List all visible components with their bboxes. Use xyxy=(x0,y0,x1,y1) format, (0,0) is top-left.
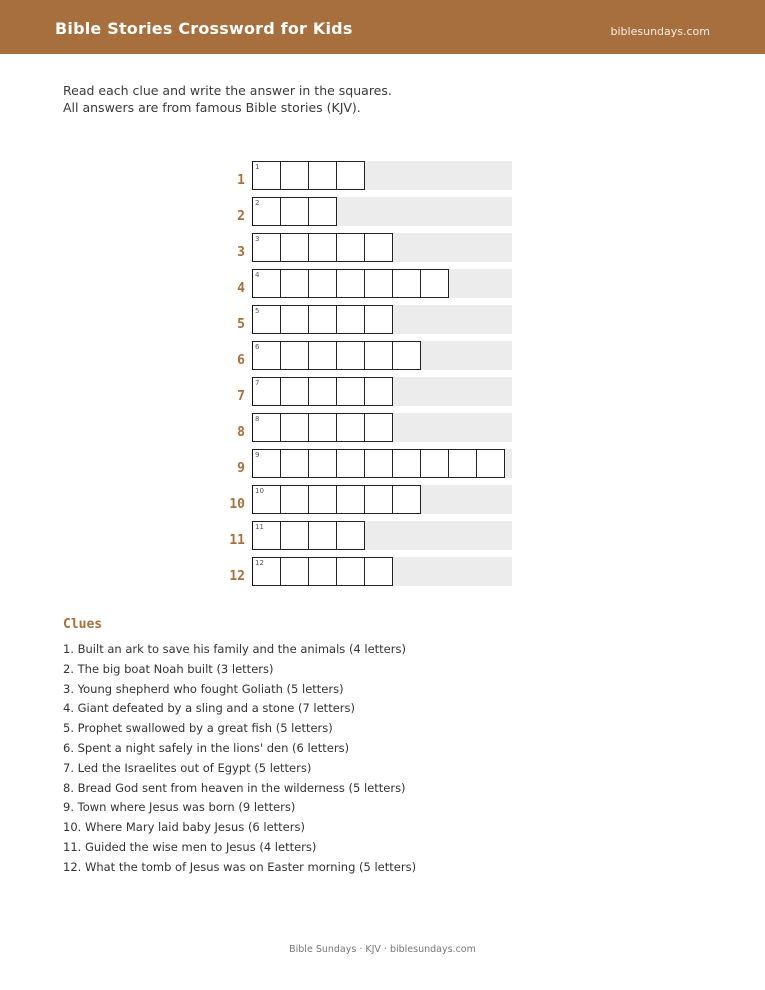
clues-heading: Clues xyxy=(63,617,103,632)
answer-square[interactable] xyxy=(308,305,337,334)
clue-item: 2. The big boat Noah built (3 letters) xyxy=(63,661,274,676)
answer-square[interactable] xyxy=(336,161,365,190)
answer-square[interactable] xyxy=(364,341,393,370)
answer-square[interactable] xyxy=(280,233,309,262)
answer-square[interactable] xyxy=(280,161,309,190)
answer-square[interactable] xyxy=(336,341,365,370)
row-number: 6 xyxy=(237,353,245,368)
answer-square[interactable] xyxy=(336,449,365,478)
answer-square[interactable] xyxy=(280,305,309,334)
clue-item: 6. Spent a night safely in the lions' den (6 letters) xyxy=(63,740,350,755)
clue-item: 3. Young shepherd who fought Goliath (5 letters) xyxy=(63,681,344,696)
answer-square[interactable] xyxy=(308,197,337,226)
answer-cells xyxy=(252,485,421,514)
answer-square[interactable] xyxy=(308,233,337,262)
answer-square[interactable] xyxy=(364,413,393,442)
answer-square[interactable] xyxy=(280,197,309,226)
answer-square[interactable] xyxy=(308,485,337,514)
cell-clue-number: 10 xyxy=(255,487,264,495)
clue-item: 12. What the tomb of Jesus was on Easter morning (5 letters) xyxy=(63,859,417,874)
cell-clue-number: 1 xyxy=(255,163,260,171)
answer-square[interactable] xyxy=(336,413,365,442)
answer-square[interactable] xyxy=(252,377,281,406)
answer-square[interactable] xyxy=(280,485,309,514)
cell-clue-number: 12 xyxy=(255,559,264,567)
answer-square[interactable] xyxy=(280,341,309,370)
answer-square[interactable] xyxy=(336,521,365,550)
answer-square[interactable] xyxy=(420,269,449,298)
clue-item: 1. Built an ark to save his family and the animals (4 letters) xyxy=(63,642,406,656)
answer-square[interactable] xyxy=(252,161,281,190)
answer-square[interactable] xyxy=(252,197,281,226)
cell-clue-number: 11 xyxy=(255,523,264,531)
row-number: 9 xyxy=(237,461,245,476)
page-title: Bible Stories Crossword for Kids xyxy=(55,19,353,38)
instructions-line-2: All answers are from famous Bible stories (KJV). xyxy=(63,100,361,115)
clue-item: 7. Led the Israelites out of Egypt (5 letters) xyxy=(63,760,312,775)
answer-square[interactable] xyxy=(252,557,281,586)
row-number: 4 xyxy=(237,281,245,296)
cell-clue-number: 3 xyxy=(255,235,260,243)
row-number: 7 xyxy=(237,389,245,404)
row-number: 3 xyxy=(237,245,245,260)
answer-square[interactable] xyxy=(308,341,337,370)
answer-cells xyxy=(252,233,393,262)
row-number: 10 xyxy=(229,497,245,512)
instructions-line-1: Read each clue and write the answer in the squares. xyxy=(63,83,392,98)
answer-square[interactable] xyxy=(308,449,337,478)
answer-square[interactable] xyxy=(364,485,393,514)
answer-square[interactable] xyxy=(420,449,449,478)
answer-cells xyxy=(252,557,393,586)
cell-clue-number: 5 xyxy=(255,307,260,315)
clue-item: 4. Giant defeated by a sling and a stone (7 letters) xyxy=(63,701,355,716)
cell-clue-number: 4 xyxy=(255,271,260,279)
answer-square[interactable] xyxy=(364,449,393,478)
answer-square[interactable] xyxy=(252,233,281,262)
answer-cells xyxy=(252,413,393,442)
answer-square[interactable] xyxy=(280,377,309,406)
answer-square[interactable] xyxy=(252,341,281,370)
cell-clue-number: 6 xyxy=(255,343,260,351)
answer-square[interactable] xyxy=(280,557,309,586)
answer-square[interactable] xyxy=(308,377,337,406)
answer-square[interactable] xyxy=(308,557,337,586)
answer-square[interactable] xyxy=(364,377,393,406)
answer-square[interactable] xyxy=(476,449,505,478)
page-header xyxy=(0,0,765,54)
row-number: 12 xyxy=(229,569,245,584)
answer-square[interactable] xyxy=(308,521,337,550)
clue-item: 5. Prophet swallowed by a great fish (5 letters) xyxy=(63,721,333,736)
answer-square[interactable] xyxy=(392,485,421,514)
answer-square[interactable] xyxy=(336,269,365,298)
answer-square[interactable] xyxy=(308,161,337,190)
answer-square[interactable] xyxy=(336,305,365,334)
clue-item: 9. Town where Jesus was born (9 letters) xyxy=(63,800,296,815)
answer-cells xyxy=(252,305,393,334)
answer-square[interactable] xyxy=(308,413,337,442)
cell-clue-number: 2 xyxy=(255,199,260,207)
instructions xyxy=(63,82,392,116)
answer-square[interactable] xyxy=(392,269,421,298)
row-number: 11 xyxy=(229,533,245,548)
answer-square[interactable] xyxy=(336,233,365,262)
answer-square[interactable] xyxy=(280,449,309,478)
answer-square[interactable] xyxy=(252,269,281,298)
answer-square[interactable] xyxy=(364,305,393,334)
answer-cells xyxy=(252,521,365,550)
site-name[interactable]: biblesundays.com xyxy=(610,25,710,38)
answer-square[interactable] xyxy=(392,449,421,478)
answer-square[interactable] xyxy=(252,413,281,442)
answer-square[interactable] xyxy=(280,269,309,298)
answer-cells xyxy=(252,269,449,298)
answer-square[interactable] xyxy=(280,521,309,550)
answer-square[interactable] xyxy=(364,557,393,586)
answer-square[interactable] xyxy=(252,449,281,478)
answer-square[interactable] xyxy=(392,341,421,370)
row-number: 5 xyxy=(237,317,245,332)
row-number: 1 xyxy=(237,173,245,188)
answer-square[interactable] xyxy=(336,377,365,406)
cell-clue-number: 7 xyxy=(255,379,260,387)
answer-square[interactable] xyxy=(252,485,281,514)
page-footer: Bible Sundays · KJV · biblesundays.com xyxy=(289,944,476,955)
answer-square[interactable] xyxy=(308,269,337,298)
row-number: 2 xyxy=(237,209,245,224)
clue-item: 11. Guided the wise men to Jesus (4 letters) xyxy=(63,839,317,854)
answer-square[interactable] xyxy=(252,305,281,334)
clue-list xyxy=(63,640,416,878)
answer-cells xyxy=(252,341,421,370)
cell-clue-number: 9 xyxy=(255,451,260,459)
clue-item: 10. Where Mary laid baby Jesus (6 letters) xyxy=(63,820,305,835)
clue-item: 8. Bread God sent from heaven in the wilderness (5 letters) xyxy=(63,780,406,795)
answer-square[interactable] xyxy=(336,485,365,514)
answer-square[interactable] xyxy=(336,557,365,586)
answer-cells xyxy=(252,197,337,226)
answer-square[interactable] xyxy=(448,449,477,478)
answer-cells xyxy=(252,449,505,478)
answer-cells xyxy=(252,377,393,406)
row-number: 8 xyxy=(237,425,245,440)
answer-cells xyxy=(252,161,365,190)
answer-square[interactable] xyxy=(364,233,393,262)
cell-clue-number: 8 xyxy=(255,415,260,423)
answer-square[interactable] xyxy=(280,413,309,442)
answer-square[interactable] xyxy=(364,269,393,298)
answer-square[interactable] xyxy=(252,521,281,550)
